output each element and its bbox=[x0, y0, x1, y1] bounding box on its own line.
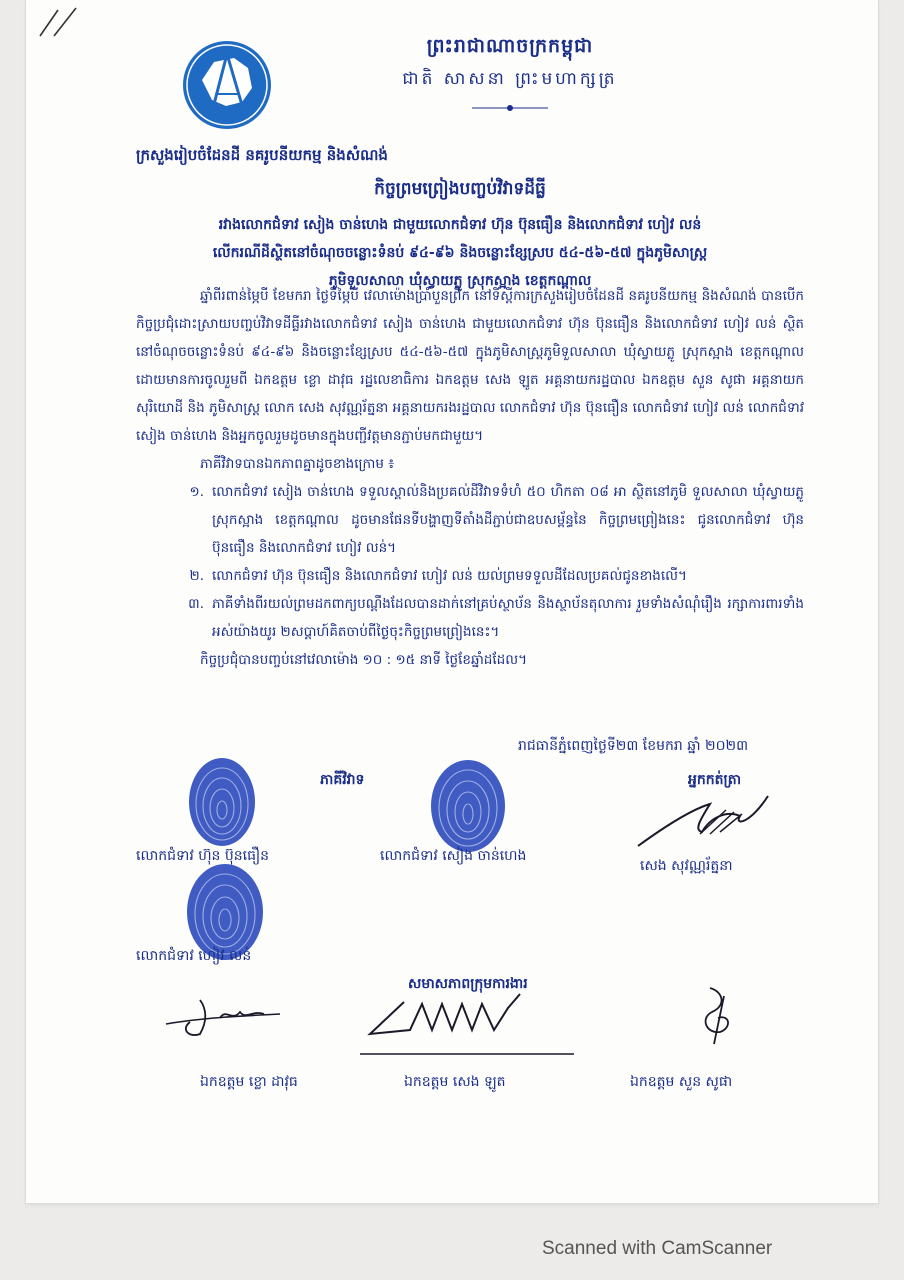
official3-name: ឯកឧត្ដម សួន សូផា bbox=[630, 1074, 733, 1090]
official2-name: ឯកឧត្ដម សេង ឡូត bbox=[404, 1074, 506, 1090]
document-body bbox=[136, 282, 804, 674]
ministry-name: ក្រសួងរៀបចំដែនដី នគរូបនីយកម្ម និងសំណង់ bbox=[136, 146, 388, 164]
title-line-3: ភូមិទួលសាលា ឃុំស្វាយភ្លូ ស្រុកស្អាង ខេត្តកណ្ដាល bbox=[328, 273, 592, 289]
document-date: រាជធានីភ្នំពេញថ្ងៃទី២៣ ខែមករា ឆ្នាំ ២០២៣ bbox=[518, 738, 749, 754]
handwritten-mark bbox=[36, 4, 80, 40]
document-title: កិច្ចព្រមព្រៀងបញ្ចប់វិវាទដីធ្លី bbox=[374, 179, 546, 199]
title-line-2: លើករណីដីស្ថិតនៅចំណុចចន្លោះទំនប់ ៩៤-៩៦ និងចន្លោះខ្សែស្រប ៥៤-៥៦-៥៧ ក្នុងភូមិសាស្ត្រ bbox=[212, 245, 708, 261]
camscanner-watermark: Scanned with CamScanner bbox=[542, 1238, 773, 1259]
witness-label: សមាសភាពក្រុមការងារ bbox=[408, 976, 528, 992]
intro-paragraph: ឆ្នាំពីរពាន់ម្ភៃបី ខែមករា ថ្ងៃទីម្ភៃបី វេលាម៉ោងប្រាំបួនព្រឹក នៅទីស្ដីការក្រសួងរៀបចំដែនដី នគរូបនីយកម្ម និងសំណង់ បានបើកកិច្ចប្រជុំដោះស្រាយបញ្ចប់វិវាទដីធ្លីរវាងលោកជំទាវ សៀង ចាន់ហេង ជាមួយលោកជំទាវ ហ៊ុន ប៊ុនធឿន និងលោកជំទាវ ហៀវ លន់ ស្ថិតនៅចំណុចចន្លោះទំនប់ ៩៤-៩៦ និងចន្លោះខ្សែស្រប ៥៤-៥៦-៥៧ ក្នុងភូមិសាស្ត្រភូមិទួលសាលា ឃុំស្វាយភ្លូ ស្រុកស្អាង ខេត្តកណ្ដាល ដោយមានការចូលរួមពី ឯកឧត្ដម ខ្លោ ដាវុធ រដ្ឋលេខាធិការ ឯកឧត្ដម សេង ឡូត អគ្គនាយករដ្ឋបាល ឯកឧត្ដម សួន សូផា អគ្គនាយកសុរិយោដី និង ភូមិសាស្ត្រ លោក សេង សុវណ្ណរ័ត្ននា អគ្គនាយករងរដ្ឋបាល លោកជំទាវ ហ៊ុន ប៊ុនធឿន លោកជំទាវ ហៀវ លន់ លោកជំទាវ សៀង ចាន់ហេង និងអ្នកចូលរួមដូចមានក្នុងបញ្ជីវត្តមានភ្ជាប់មកជាមួយ។ bbox=[136, 288, 804, 444]
party1-name: លោកជំទាវ ហ៊ុន ប៊ុនធឿន bbox=[136, 848, 270, 864]
closing-paragraph: កិច្ចប្រជុំបានបញ្ចប់នៅវេលាម៉ោង ១០ : ១៥ នាទី ថ្ងៃខែឆ្នាំដដែល។ bbox=[200, 652, 527, 668]
signature-notary bbox=[630, 790, 780, 852]
document-title-block bbox=[120, 178, 800, 295]
signature-official3 bbox=[690, 982, 750, 1054]
item-text: លោកជំទាវ ហ៊ុន ប៊ុនធឿន និងលោកជំទាវ ហៀវ លន់ យល់ព្រមទទួលដីដែលប្រគល់ជូនខាងលើ។ bbox=[212, 568, 687, 584]
title-line-1: រវាងលោកជំទាវ សៀង ចាន់ហេង ជាមួយលោកជំទាវ ហ៊ុន ប៊ុនធឿន និងលោកជំទាវ ហៀវ លន់ bbox=[218, 217, 702, 233]
item-number: ១. bbox=[189, 484, 204, 500]
agreement-heading: ភាគីវិវាទបានឯកភាពគ្នាដូចខាងក្រោម ៖ bbox=[200, 456, 395, 472]
thumbprint-party1 bbox=[186, 756, 258, 848]
item-text: លោកជំទាវ សៀង ចាន់ហេង ទទួលស្គាល់និងប្រគល់ដីវិវាទទំហំ ៥០ ហិកតា ០៨ អា ស្ថិតនៅភូមិ ទួលសាលា ឃុំស្វាយភ្លូ ស្រុកស្អាង ខេត្តកណ្ដាល ដូចមានផែនទីបង្ហាញទីតាំងដីភ្ជាប់ជាឧបសម្ព័ន្ធនៃ កិច្ចព្រមព្រៀងនេះ ជូនលោកជំទាវ ហ៊ុន ប៊ុនធឿន និងលោកជំទាវ ហៀវ លន់។ bbox=[212, 484, 804, 556]
item-text: ភាគីទាំងពីរយល់ព្រមដកពាក្យបណ្ដឹងដែលបានដាក់នៅគ្រប់ស្ថាប័ន និងស្ថាប័នតុលាការ រួមទាំងសំណុំរឿង រក្សាការពារទាំងអស់យ៉ាងយូរ ២សប្ដាហ៍គិតចាប់ពីថ្ងៃចុះកិច្ចព្រមព្រៀងនេះ។ bbox=[212, 596, 804, 640]
item-number: ២. bbox=[189, 568, 204, 584]
signature-official1 bbox=[160, 994, 290, 1044]
ministry-logo-emblem bbox=[182, 40, 272, 130]
agreement-item bbox=[136, 590, 804, 646]
agreement-item bbox=[136, 478, 804, 562]
thumbprint-party2 bbox=[428, 758, 508, 854]
notary-label: អ្នកកត់ត្រា bbox=[688, 772, 742, 788]
official1-name: ឯកឧត្ដម ខ្លោ ដាវុធ bbox=[200, 1074, 298, 1090]
kingdom-header bbox=[400, 34, 620, 113]
national-motto: ជាតិ សាសនា ព្រះមហាក្សត្រ bbox=[402, 69, 618, 89]
signature-official2 bbox=[360, 986, 580, 1062]
header-ornament bbox=[470, 103, 550, 113]
notary-name: សេង សុវណ្ណរ័ត្ននា bbox=[640, 858, 733, 874]
kingdom-title: ព្រះរាជាណាចក្រកម្ពុជា bbox=[426, 35, 594, 57]
party3-name: លោកជំទាវ ហៀវ លន់ bbox=[136, 948, 252, 964]
agreement-item bbox=[136, 562, 804, 590]
parties-label: ភាគីវិវាទ bbox=[320, 772, 365, 788]
party2-name: លោកជំទាវ សៀង ចាន់ហេង bbox=[380, 848, 527, 864]
item-number: ៣. bbox=[188, 596, 204, 612]
